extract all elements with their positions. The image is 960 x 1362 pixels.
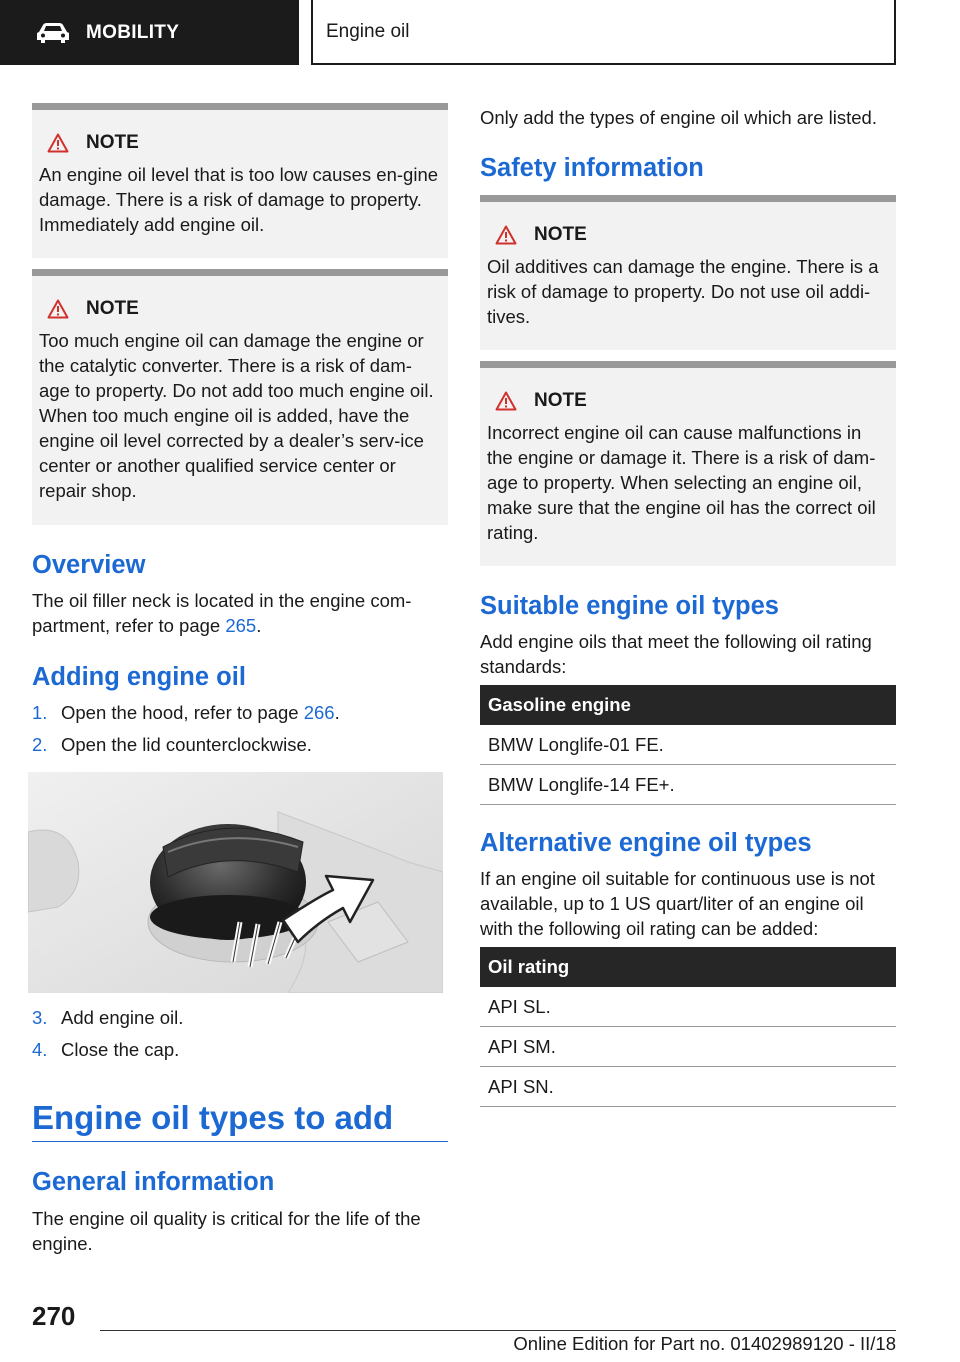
section-tab [0,0,299,65]
heading-safety-information: Safety information [480,154,704,182]
section-title: MOBILITY [86,21,180,43]
table-row: API SM. [480,1027,896,1067]
suitable-text: Add engine oils that meet the following oil rating standards: [480,631,872,677]
note-label: NOTE [86,298,139,319]
oil-rating-table [480,947,896,1107]
table-row: API SN. [480,1067,896,1107]
heading-general-information: General information [32,1168,275,1196]
list-item: 4. Close the cap. [32,1039,180,1060]
note-label: NOTE [534,390,587,411]
note-heading [47,298,441,320]
footer-edition: Online Edition for Part no. 01402989120 - II/18 [513,1333,896,1354]
note-box [32,269,448,525]
heading-suitable-oil-types: Suitable engine oil types [480,592,779,620]
heading-overview: Overview [32,551,146,579]
list-item: 3. Add engine oil. [32,1007,184,1028]
note-box [480,195,896,350]
intro-text: Only add the types of engine oil which are listed. [480,107,877,128]
heading-adding-engine-oil: Adding engine oil [32,663,246,691]
car-icon [36,22,70,44]
heading-alternative-oil-types: Alternative engine oil types [480,829,812,857]
note-text: Incorrect engine oil can cause malfunctions in the engine or damage it. There is a risk of dam‐age to property. When selecting an engine oil, make sure that the engine oil has the correct oil rating. [487,422,876,543]
alternative-text: If an engine oil suitable for continuous use is not available, up to 1 US quart/liter of an engine oil with the following oil rating can be added: [480,868,875,939]
table-row: BMW Longlife-14 FE+. [480,765,896,805]
note-label: NOTE [86,132,139,153]
overview-text: The oil filler neck is located in the engine com‐partment, refer to page 265. [32,590,412,636]
warning-triangle-icon [495,391,517,411]
table-row: BMW Longlife-01 FE. [480,725,896,765]
list-item: 1. Open the hood, refer to page 266. [32,702,340,723]
general-text: The engine oil quality is critical for the life of the engine. [32,1208,421,1254]
page-number: 270 [32,1301,76,1331]
chapter-header [311,0,896,65]
note-text: Oil additives can damage the engine. There is a risk of damage to property. Do not use oil addi‐tives. [487,256,879,327]
chapter-title: Engine oil [326,20,410,42]
note-box [480,361,896,566]
note-box [32,103,448,258]
note-heading [495,224,889,246]
note-text: Too much engine oil can damage the engine or the catalytic converter. There is a risk of dam‐age to property. Do not add too much engine oil. When too much engine oil is added, have the engine oil level corrected by a dealer’s serv‐ice center or another qualified service center or repair shop. [39,330,434,501]
note-text: An engine oil level that is too low causes en‐gine damage. There is a risk of damage to property. Immediately add engine oil. [39,164,439,235]
table-header: Oil rating [480,947,896,987]
oil-cap-illustration [28,772,443,993]
warning-triangle-icon [495,225,517,245]
page-link-266[interactable]: 266 [303,702,335,723]
gasoline-oil-table [480,685,896,805]
page-link-265[interactable]: 265 [225,615,257,636]
note-heading [495,390,889,412]
warning-triangle-icon [47,133,69,153]
footer-rule [100,1330,896,1331]
note-heading [47,132,441,154]
table-header: Gasoline engine [480,685,896,725]
heading-engine-oil-types: Engine oil types to add [32,1099,394,1136]
list-item: 2. Open the lid counterclockwise. [32,734,312,755]
heading-rule [32,1141,448,1142]
note-label: NOTE [534,224,587,245]
warning-triangle-icon [47,299,69,319]
table-row: API SL. [480,987,896,1027]
